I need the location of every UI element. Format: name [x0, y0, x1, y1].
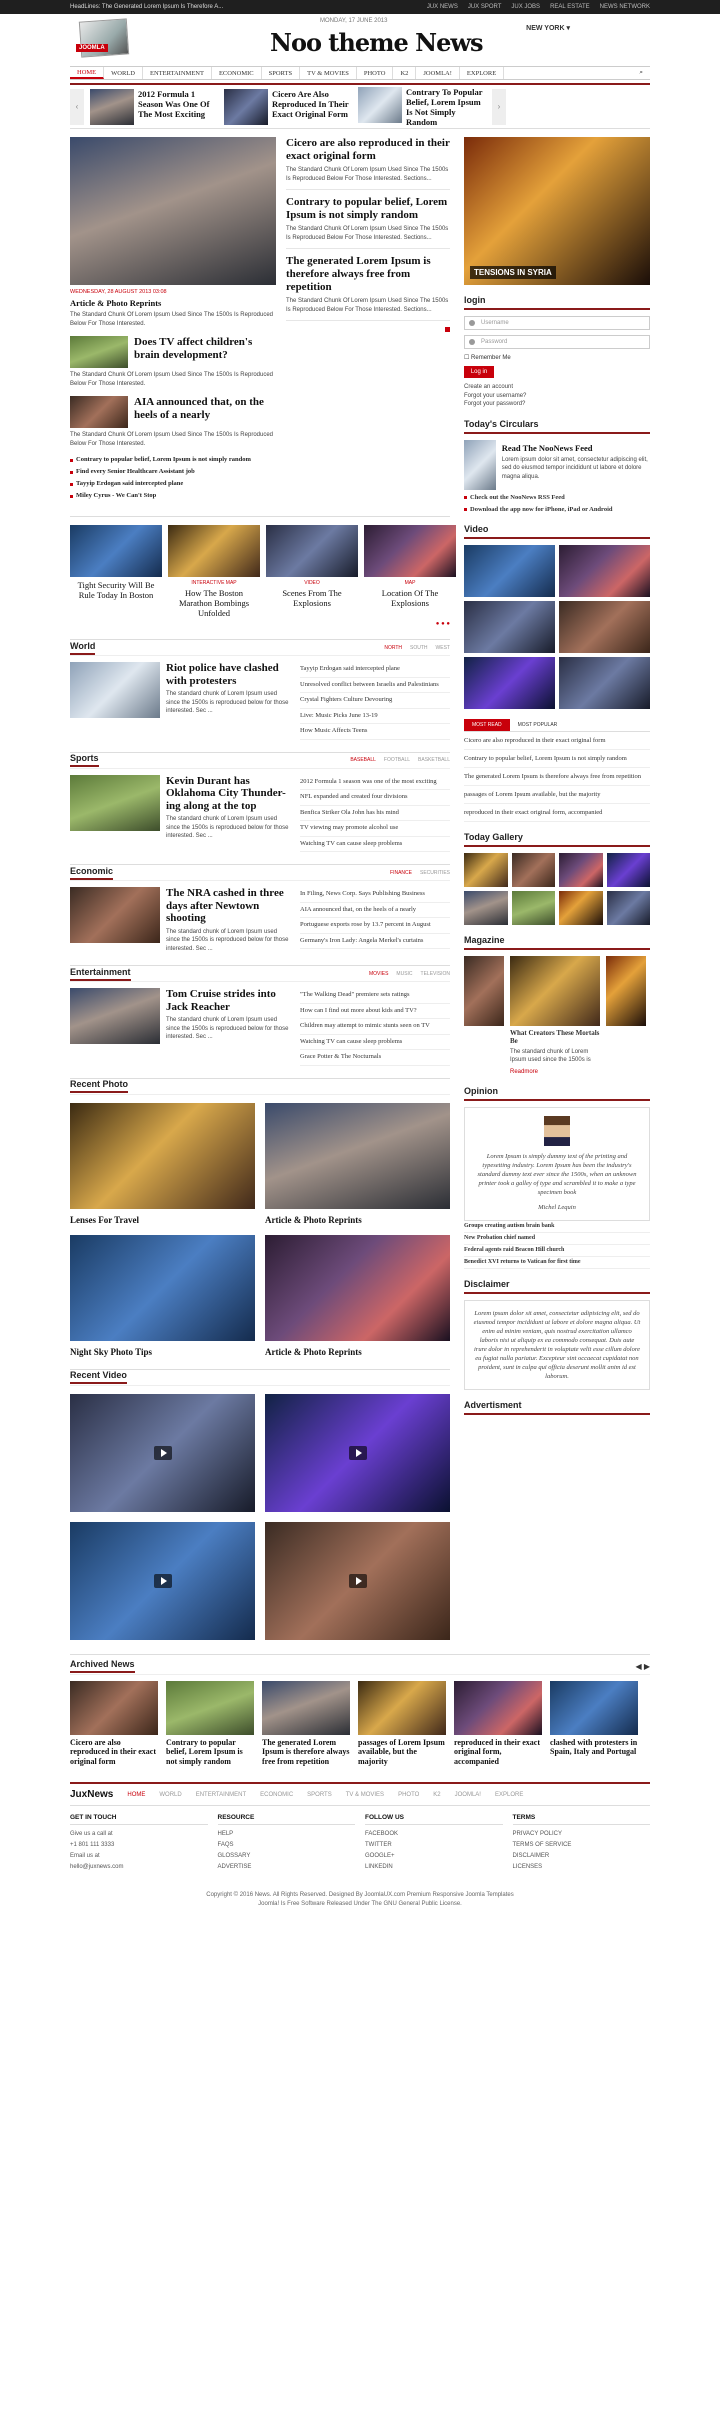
video-box: Video	[464, 524, 650, 709]
top-link[interactable]: NEWS NETWORK	[599, 4, 650, 10]
sidebar	[464, 137, 650, 1640]
recent-video: Recent Video	[70, 1369, 450, 1640]
list-item[interactable]: Cicero are also reproduced in their exact original form The Standard Chunk Of Lorem Ipsum Used Since The 1500s Is Reproduced Below For Those Interested. Sections...	[286, 137, 450, 190]
list-item[interactable]: Contrary to popular belief, Lorem Ipsum is not simply random The Standard Chunk Of Lorem Ipsum Used Since The 1500s Is Reproduced Below For Those Interested. Sections...	[286, 196, 450, 249]
prev-arrow-icon[interactable]: ‹	[70, 89, 84, 125]
article-title[interactable]: Article & Photo Reprints	[70, 298, 162, 308]
pager-dots[interactable]: ● ● ●	[435, 621, 450, 627]
badge: JOOMLA	[76, 44, 108, 52]
header	[70, 14, 650, 66]
next-arrow-icon[interactable]: ›	[492, 89, 506, 125]
main-column: WEDNESDAY, 28 AUGUST 2013 03:08 Article & Photo Reprints The Standard Chunk Of Lorem Ipsum Used Since The 1500s Is Reproduced Below For Those Interested. Does TV affect children's brain development? The Standard Chunk Of Lorem Ipsum Used Since The 1500s Is Reproduced Below For Those Interested. AIA announced that, on the heels of a nearly The Standard Chunk Of Lorem Ipsum Used Since The 1500s Is Reproduced Below For Those Interested. Contrary to popular belief, Lorem Ipsum is not simply random Find every Senior Healthcare Assistant job Tayyip Erdogan said intercepted plane Miley Cyrus - We Can't Stop Cicero are also reproduced in their exact original form The Standard Chunk Of Lorem Ipsum Used Since The 1500s Is Reproduced Below For Those Interested. Sections... Contrary to popular belief, Lorem Ipsum is not simply random The Standard Chunk Of Lorem Ipsum Used Since The 1500s Is Reproduced Below For Those Interested. Sections... The generated Lorem Ipsum is therefore always free from repetition The Standard Chunk Of Lorem Ipsum Used Since The 1500s Is Reproduced Below For Those Interested. Sections... Tight Security Will Be Rule Today In Boston INTERACTIVE MAP How The Boston Marathon Bombings Unfolded VIDEO Scenes From The Explosions MAP Location Of The Explosions ● ● ● World NORTH SOUTH WEST Riot police have clashed with protesters The standard chunk of Lorem Ipsum used since the 1500s is reproduced below for those interested. Sec ... Tayyip Erdogan said intercepted plane Unresolved conflict between Israelis and Palestinians Crystal Fighters Culture Devouring Live: Music Picks June 13-19 How Music Affects Teens Sports BASEBALL FOOTBALL BASKETBALL Kevin Durant has Oklahoma City Thunder-ing along at the top The standard chunk of Lorem Ipsum used since the 1500s is reproduced below for those interested. Sec ... 2012 Formula 1 season was one of the most exciting NFL expanded and created four divisions Benfica Striker Ola John has his mind TV viewing may promote alcohol use Watching TV can cause sleep problems Economic FINANCE SECURITIES The NRA cashed in three days after Newtown shooting The standard chunk of Lorem Ipsum used since the 1500s is reproduced below for those interested. Sec ... In Filing, News Corp. Says Publishing Business AIA announced that, on the heels of a nearly Portuguese exports rose by 13.7 percent in August Germany's Iron Lady: Angela Merkel's curtains Entertainment MOVIES MUSIC TELEVISION Tom Cruise strides into Jack Reacher The standard chunk of Lorem Ipsum used since the 1500s is reproduced below for those interested. Sec ... "The Walking Dead" premiere sets ratings How can I find out more about kids and TV? Children may attempt to mimic stunts seen on TV Watching TV can cause sleep problems Grace Potter & The Nocturnals Recent Photo Lenses For Travel Article & Photo Reprints Night Sky Photo Tips Article & Photo Reprints Recent Video	[70, 137, 450, 1640]
top-link[interactable]: JUX NEWS	[426, 4, 458, 10]
list-item[interactable]: AIA announced that, on the heels of a nearly	[70, 396, 276, 428]
section-entertainment: Entertainment MOVIES MUSIC TELEVISION Tom Cruise strides into Jack Reacher The standard chunk of Lorem Ipsum used since the 1500s is reproduced below for those interested. Sec ... "The Walking Dead" premiere sets ratings How can I find out more about kids and TV? Children may attempt to mimic stunts seen on TV Watching TV can cause sleep problems Grace Potter & The Nocturnals	[70, 965, 450, 1066]
disclaimer: Disclaimer Lorem ipsum dolor sit amet, consectetur adipisicing elit, sed do eiusmod tempor incididunt ut labore et dolore magna aliqua. Ut enim ad minim veniam, quis nostrud exercitation ullamco laboris nisi ut aliquip ex ea commodo consequat. Duis aute irure dolor in reprehenderit in voluptate velit esse cillum dolore eu fugiat nulla pariatur. Excepteur sint occaecat cupidatat non proident, sunt in culpa qui officia deserunt mollit anim id est laborum.	[464, 1279, 650, 1390]
list-item[interactable]: Does TV affect children's brain development?	[70, 336, 276, 368]
nav-home[interactable]: HOME	[70, 67, 104, 79]
most-read: MOST READ MOST POPULAR Cicero are also reproduced in their exact original form Contrary to popular belief, Lorem Ipsum is not simply random The generated Lorem Ipsum is therefore always free from repetition passages of Lorem Ipsum available, but the majority reproduced in their exact original form, accompanied	[464, 719, 650, 822]
gallery: Today Gallery	[464, 832, 650, 925]
top-link[interactable]: JUX JOBS	[511, 4, 541, 10]
main-nav	[70, 66, 650, 80]
play-icon	[154, 1574, 172, 1588]
footer: JuxNews HOME WORLD ENTERTAINMENT ECONOMIC SPORTS TV & MOVIES PHOTO K2 JOOMLA! EXPLORE GET IN TOUCH Give us a call at +1 801 111 3333 Email us at hello@juxnews.com RESOURCE HELP FAQS GLOSSARY ADVERTISE FOLLOW US FACEBOOK TWITTER GOOGLE+ LINKEDIN TERMS PRIVACY POLICY TERMS OF SERVICE DISCLAIMER LICENSES Copyright © 2016 News. All Rights Reserved. Designed By JoomlaUX.com Premium Responsive Joomla Templates Joomla! Is Free Software Released Under The GNU General Public License.	[70, 1782, 650, 1909]
login-button[interactable]: Log in	[464, 366, 494, 378]
advertisement: Advertisment	[464, 1400, 650, 1415]
nav-k2[interactable]: K2	[393, 67, 416, 79]
news-carousel	[70, 85, 650, 129]
nav-explore[interactable]: EXPLORE	[460, 67, 504, 79]
login-box: login Username Password ☐ Remember Me Log in Create an account Forgot your username? Forgot your password?	[464, 295, 650, 409]
carousel-item[interactable]: Cicero Are Also Reproduced In Their Exact Original Form	[224, 89, 352, 125]
search-icon[interactable]: ⌕	[639, 69, 643, 76]
username-field[interactable]: Username	[464, 316, 650, 330]
boston-strip	[70, 516, 450, 618]
strip-item[interactable]: INTERACTIVE MAP How The Boston Marathon Bombings Unfolded	[168, 525, 260, 618]
play-icon	[349, 1574, 367, 1588]
circulars: Today's Circulars Read The NooNews Feed Lorem ipsum dolor sit amet, consectetur adipiscing elit, sed do eiusmod tempor incididunt ut labore et dolore magna aliqua. Check out the NooNews RSS Feed Download the app now for iPhone, iPad or Android	[464, 419, 650, 514]
lead-image[interactable]	[70, 137, 276, 285]
top-links	[427, 4, 650, 10]
video-item[interactable]	[70, 1394, 255, 1512]
site-logo[interactable]: Noo theme News	[270, 28, 483, 57]
pager-dot[interactable]	[445, 327, 450, 332]
feature-image[interactable]: TENSIONS IN SYRIA	[464, 137, 650, 285]
carousel-item[interactable]: Contrary To Popular Belief, Lorem Ipsum Is Not Simply Random	[358, 87, 486, 127]
photo-item[interactable]: Night Sky Photo Tips	[70, 1235, 255, 1357]
archived-news: Archived News ◀ ▶ Cicero are also reproduced in their exact original form Contrary to popular belief, Lorem Ipsum is not simply random The generated Lorem Ipsum is therefore always free from repetition passages of Lorem Ipsum available, but the majority reproduced in their exact original form, accompanied clashed with protesters in Spain, Italy and Portugal	[70, 1654, 650, 1767]
nav-joomla[interactable]: JOOMLA!	[416, 67, 460, 79]
lock-icon	[469, 339, 475, 345]
video-item[interactable]	[70, 1522, 255, 1640]
remember-checkbox[interactable]: ☐ Remember Me	[464, 355, 511, 361]
top-link[interactable]: JUX SPORT	[467, 4, 502, 10]
nav-photo[interactable]: PHOTO	[357, 67, 394, 79]
photo-item[interactable]: Lenses For Travel	[70, 1103, 255, 1225]
nav-economic[interactable]: ECONOMIC	[212, 67, 262, 79]
nav-world[interactable]: WORLD	[104, 67, 143, 79]
strip-item[interactable]: VIDEO Scenes From The Explosions	[266, 525, 358, 618]
nav-sports[interactable]: SPORTS	[262, 67, 300, 79]
section-economic: Economic FINANCE SECURITIES The NRA cashed in three days after Newtown shooting The standard chunk of Lorem Ipsum used since the 1500s is reproduced below for those interested. Sec ... In Filing, News Corp. Says Publishing Business AIA announced that, on the heels of a nearly Portuguese exports rose by 13.7 percent in August Germany's Iron Lady: Angela Merkel's curtains	[70, 865, 450, 952]
list-item[interactable]: The generated Lorem Ipsum is therefore always free from repetition The Standard Chunk Of Lorem Ipsum Used Since The 1500s Is Reproduced Below For Those Interested. Sections...	[286, 255, 450, 321]
nav-tv[interactable]: TV & MOVIES	[300, 67, 357, 79]
photo-item[interactable]: Article & Photo Reprints	[265, 1103, 450, 1225]
author-avatar	[544, 1116, 570, 1146]
top-link[interactable]: REAL ESTATE	[550, 4, 590, 10]
play-icon	[154, 1446, 172, 1460]
section-world: World NORTH SOUTH WEST Riot police have clashed with protesters The standard chunk of Lorem Ipsum used since the 1500s is reproduced below for those interested. Sec ... Tayyip Erdogan said intercepted plane Unresolved conflict between Israelis and Palestinians Crystal Fighters Culture Devouring Live: Music Picks June 13-19 How Music Affects Teens	[70, 639, 450, 740]
carousel-arrows[interactable]: ◀ ▶	[635, 1661, 650, 1671]
user-icon	[469, 320, 475, 326]
video-item[interactable]	[265, 1394, 450, 1512]
headline-ticker[interactable]: HeadLines: The Generated Lorem Ipsum Is Therefore A...	[70, 4, 224, 10]
strip-item[interactable]: MAP Location Of The Explosions	[364, 525, 456, 618]
bullet-list: Contrary to popular belief, Lorem Ipsum is not simply random Find every Senior Healthcare Assistant job Tayyip Erdogan said intercepted plane Miley Cyrus - We Can't Stop	[70, 454, 276, 502]
article-date: WEDNESDAY, 28 AUGUST 2013 03:08	[70, 289, 167, 295]
carousel-item[interactable]: 2012 Formula 1 Season Was One Of The Most Exciting	[90, 89, 218, 125]
opinion: Opinion Lorem Ipsum is simply dummy text of the printing and typesetting industry. Lorem Ipsum has been the industry's standard dummy text ever since the 1500s, when an unknown printer took a galley of type and scrambled it to make a type specimen book Michel Lequin Groups creating autism brain bank New Probation chief named Federal agents raid Beacon Hill church Benedict XVI returns to Vatican for first time	[464, 1086, 650, 1269]
top-bar	[0, 0, 720, 14]
play-icon	[349, 1446, 367, 1460]
recent-photo: Recent Photo Lenses For Travel Article & Photo Reprints Night Sky Photo Tips Article & Photo Reprints	[70, 1078, 450, 1357]
magazine: Magazine What Creators These Mortals Be The standard chunk of Lorem Ipsum used since the 1500s is Readmore	[464, 935, 650, 1077]
section-sports: Sports BASEBALL FOOTBALL BASKETBALL Kevin Durant has Oklahoma City Thunder-ing along at the top The standard chunk of Lorem Ipsum used since the 1500s is reproduced below for those interested. Sec ... 2012 Formula 1 season was one of the most exciting NFL expanded and created four divisions Benfica Striker Ola John has his mind TV viewing may promote alcohol use Watching TV can cause sleep problems	[70, 752, 450, 853]
strip-item[interactable]: Tight Security Will Be Rule Today In Boston	[70, 525, 162, 618]
city-select[interactable]: NEW YORK ▾	[526, 25, 570, 32]
video-item[interactable]	[265, 1522, 450, 1640]
article-text: The Standard Chunk Of Lorem Ipsum Used Since The 1500s Is Reproduced Below For Those Interested.	[70, 312, 274, 327]
nav-entertainment[interactable]: ENTERTAINMENT	[143, 67, 212, 79]
photo-item[interactable]: Article & Photo Reprints	[265, 1235, 450, 1357]
date: MONDAY, 17 JUNE 2013	[320, 18, 388, 24]
password-field[interactable]: Password	[464, 335, 650, 349]
